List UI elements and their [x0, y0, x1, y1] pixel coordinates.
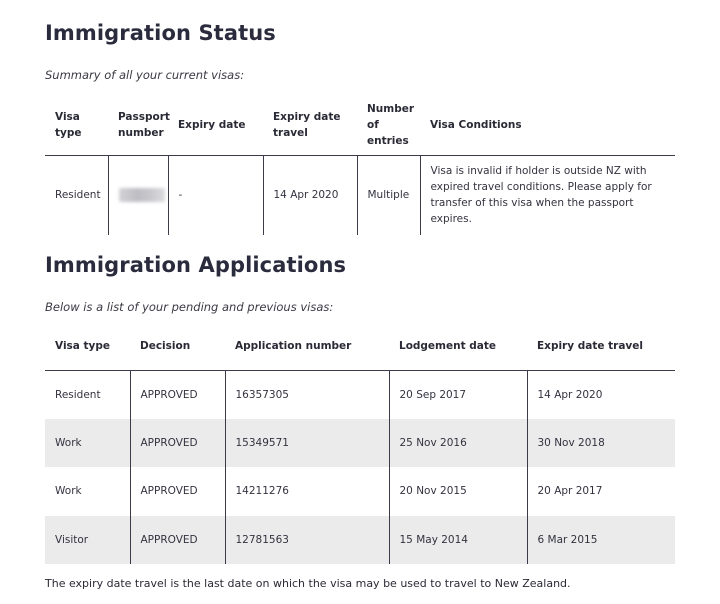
immigration-status-heading: Immigration Status — [45, 21, 276, 45]
header-expiry-date-travel: Expiry date travel — [273, 111, 341, 140]
table-row — [45, 419, 675, 468]
expiry-date-travel-footnote: The expiry date travel is the last date on which the visa may be used to travel to New Zealand. — [45, 577, 571, 590]
table-row — [45, 467, 675, 516]
cell-expiry-date-travel: 20 Apr 2017 — [527, 467, 675, 516]
cell-visa-conditions: Visa is invalid if holder is outside NZ with expired travel conditions. Please apply for transfer of this visa when the passport expires. — [420, 155, 675, 235]
table-row — [45, 516, 675, 565]
table-header-row — [45, 96, 675, 155]
header-application-number: Application number — [235, 340, 352, 353]
cell-expiry-date: - — [168, 155, 263, 235]
applications-intro-text: Below is a list of your pending and previous visas: — [45, 300, 334, 314]
cell-passport-number — [108, 155, 168, 235]
cell-application-number: 14211276 — [225, 467, 389, 516]
status-intro-text: Summary of all your current visas: — [45, 68, 245, 82]
header-expiry-date-travel: Expiry date travel — [537, 340, 643, 353]
cell-lodgement-date: 25 Nov 2016 — [389, 419, 527, 468]
header-expiry-date: Expiry date — [178, 119, 246, 132]
cell-lodgement-date: 20 Nov 2015 — [389, 467, 527, 516]
cell-decision: APPROVED — [130, 370, 225, 419]
cell-expiry-date-travel: 30 Nov 2018 — [527, 419, 675, 468]
visa-applications-table — [45, 323, 675, 564]
cell-number-of-entries: Multiple — [357, 155, 420, 235]
table-header-row — [45, 323, 675, 370]
header-visa-type: Visa type — [55, 111, 82, 140]
immigration-applications-heading: Immigration Applications — [45, 253, 347, 277]
cell-visa-type: Work — [55, 485, 82, 498]
header-lodgement-date: Lodgement date — [399, 340, 497, 353]
cell-application-number: 12781563 — [225, 516, 389, 565]
cell-visa-type: Visitor — [55, 533, 89, 546]
cell-lodgement-date: 20 Sep 2017 — [389, 370, 527, 419]
table-row — [45, 370, 675, 419]
visa-status-table — [45, 96, 675, 235]
redacted-passport-number — [119, 188, 165, 202]
header-decision: Decision — [140, 340, 191, 353]
header-passport-number: Passport number — [118, 111, 170, 140]
header-visa-type: Visa type — [55, 340, 111, 353]
table-row — [45, 155, 675, 235]
cell-decision: APPROVED — [130, 467, 225, 516]
cell-expiry-date-travel: 14 Apr 2020 — [263, 155, 357, 235]
cell-visa-type: Resident — [55, 189, 101, 202]
header-number-of-entries: Number of entries — [367, 103, 415, 148]
cell-decision: APPROVED — [130, 419, 225, 468]
cell-visa-type: Work — [55, 436, 82, 449]
cell-decision: APPROVED — [130, 516, 225, 565]
cell-lodgement-date: 15 May 2014 — [389, 516, 527, 565]
cell-application-number: 16357305 — [225, 370, 389, 419]
cell-expiry-date-travel: 6 Mar 2015 — [527, 516, 675, 565]
header-visa-conditions: Visa Conditions — [430, 119, 522, 132]
cell-application-number: 15349571 — [225, 419, 389, 468]
cell-expiry-date-travel: 14 Apr 2020 — [527, 370, 675, 419]
cell-visa-type: Resident — [55, 388, 101, 401]
